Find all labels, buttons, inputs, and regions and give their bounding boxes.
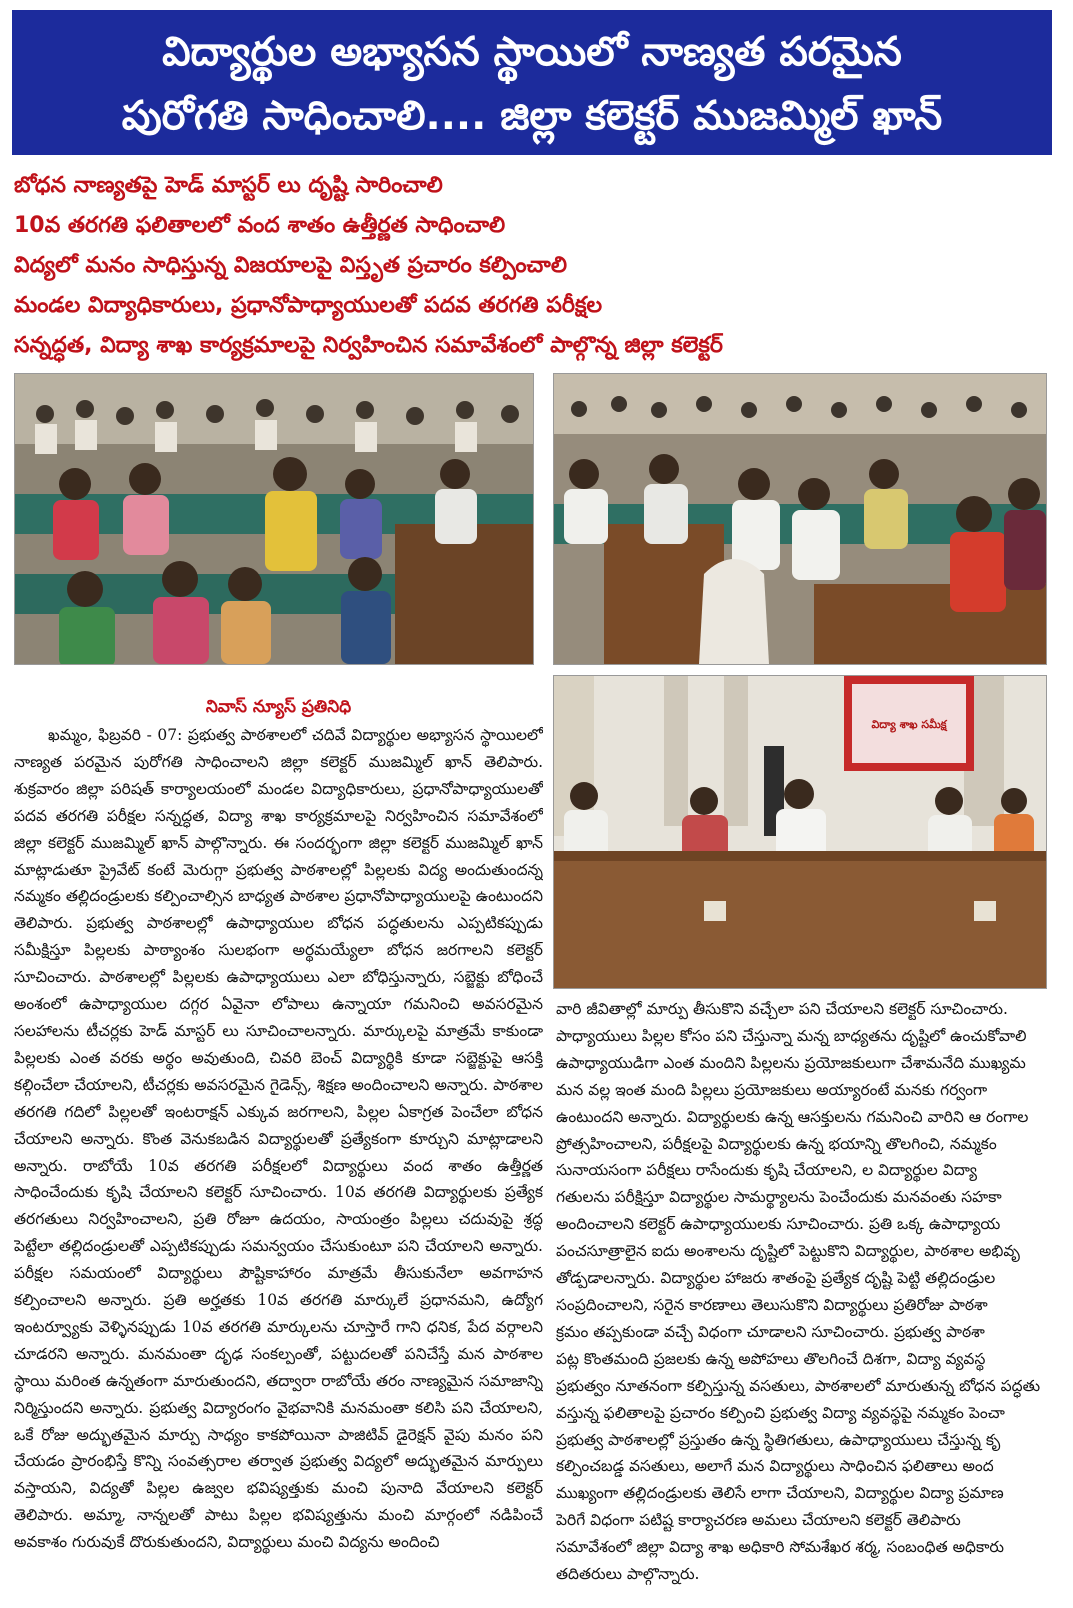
- article-line: సునాయసంగా పరీక్షలు రాసేందుకు కృషి చేయాలని, ల విద్యార్థుల విద్యా: [556, 1161, 977, 1180]
- subheadline: 10వ తరగతి ఫలితాలలో వంద శాతం ఉత్తీర్ణత సాధించాలి: [14, 213, 506, 238]
- byline: నివాస్ న్యూస్ ప్రతినిధి: [205, 697, 352, 717]
- article-line: మన వల్ల ఇంత మంది పిల్లలు ప్రయోజకులు అయ్యారంటే మనకు గర్వంగా: [556, 1080, 988, 1099]
- article-line: ప్రోత్సహించాలని, పరీక్షలపై విద్యార్థులకు ఉన్న భయాన్ని తొలగించి, నమ్మకం: [556, 1134, 997, 1153]
- banner-text: విద్యా శాఖ సమీక్ష: [871, 718, 947, 731]
- article-line: సంప్రదించాలని, సరైన కారణాలు తెలుసుకొని విద్యార్థులు ప్రతిరోజు పాఠశా: [556, 1295, 988, 1314]
- article-line: పట్ల కొంతమంది ప్రజలకు ఉన్న అపోహలు తొలగించే దిశగా, విద్యా వ్యవస్థ: [556, 1349, 986, 1368]
- article-line: వారి జీవితాల్లో మార్పు తీసుకొని వచ్చేలా పని చేయాలని కలెక్టర్ సూచించారు.: [556, 1000, 1008, 1018]
- meeting-audience-photo-2: [553, 373, 1047, 665]
- article-line: ప్రభుత్వ పాఠశాలల్లో ప్రస్తుతం ఉన్న స్థితిగతులు, ఉపాధ్యాయులు చేస్తున్న కృ: [556, 1430, 1001, 1449]
- subheadline: విద్యలో మనం సాధిస్తున్న విజయాలపై విస్తృత ప్రచారం కల్పించాలి: [14, 253, 567, 278]
- article-line: పెరిగే విధంగా పటిష్ట కార్యాచరణ అమలు చేయాలని కలెక్టర్ తెలిపారు: [556, 1511, 961, 1530]
- article-line: గతులను పరీక్షిస్తూ విద్యార్థుల సామర్థ్యాలను పెంచేందుకు మనవంతు సహకా: [556, 1188, 1002, 1207]
- headline-line-2: పురోగతి సాధించాలి.... జిల్లా కలెక్టర్ ముజమ్మిల్ ఖాన్: [121, 93, 943, 139]
- article-line: తదితరులు పాల్గొన్నారు.: [556, 1565, 700, 1584]
- headline-line-1: విద్యార్థుల అభ్యాసన స్థాయిలో నాణ్యత పరమైన: [162, 29, 902, 75]
- article-column-1: [14, 722, 543, 1602]
- article-line: వస్తున్న ఫలితాలపై ప్రచారం కల్పించి ప్రభుత్వ విద్యా వ్యవస్థపై నమ్మకం పెంచా: [556, 1403, 1005, 1422]
- article-column-2: [556, 996, 1052, 1602]
- subheadline: మండల విద్యాధికారులు, ప్రధానోపాధ్యాయులతో పదవ తరగతి పరీక్షల: [14, 293, 603, 318]
- subheadline: సన్నద్ధత, విద్యా శాఖ కార్యక్రమాలపై నిర్వహించిన సమావేశంలో పాల్గొన్న జిల్లా కలెక్టర్: [14, 333, 723, 358]
- subheadline: బోధన నాణ్యతపై హెడ్ మాస్టర్ లు దృష్టి సారించాలి: [14, 173, 443, 198]
- subheadlines: [14, 166, 1054, 366]
- article-line: ముఖ్యంగా తల్లిదండ్రులకు తెలిసే లాగా చేయాలని, విద్యార్థుల విద్యా ప్రమాణ: [556, 1484, 1004, 1503]
- article-line: ఉంటుందని అన్నారు. విద్యార్థులకు ఉన్న ఆసక్తులను గమనించి వారిని ఆ రంగాల: [556, 1107, 1029, 1126]
- article-line: సమావేశంలో జిల్లా విద్యా శాఖ అధికారి సోమశేఖర శర్మ, సంబంధిత అధికారు: [556, 1538, 1004, 1557]
- article-line: పంచసూత్రాలైన ఐదు అంశాలను దృష్టిలో పెట్టుకొని విద్యార్థుల, పాఠశాల అభివృ: [556, 1242, 1020, 1261]
- article-line: క్రమం తప్పకుండా వచ్చే విధంగా చూడాలని సూచించారు. ప్రభుత్వ పాఠశా: [556, 1322, 985, 1341]
- meeting-audience-photo-1: [14, 373, 534, 665]
- article-line: ప్రభుత్వం నూతనంగా కల్పిస్తున్న వసతులు, పాఠశాలలో మారుతున్న బోధన పద్ధతు: [556, 1376, 1041, 1395]
- headline-banner: [12, 10, 1052, 155]
- article-line: కల్పించబడ్డ వసతులు, అలాగే మన విద్యార్థులు సాధించిన ఫలితాలు అంద: [556, 1457, 994, 1476]
- article-line: పాధ్యాయులు పిల్లల కోసం పని చేస్తున్నా మన్న బాధ్యతను దృష్టిలో ఉంచుకోవాలి: [556, 1026, 1027, 1045]
- article-line: ఉపాధ్యాయుడిగా ఎంత మందిని పిల్లలను ప్రయోజకులుగా చేశామనేది ముఖ్యమ: [556, 1053, 1026, 1072]
- dais-officials-photo: [553, 675, 1047, 989]
- article-line: అందించాలని కలెక్టర్ ఉపాధ్యాయులకు సూచించారు. ప్రతి ఒక్క ఉపాధ్యాయ: [556, 1215, 1001, 1234]
- article-line: తోడ్పడాలన్నారు. విద్యార్థుల హాజరు శాతంపై ప్రత్యేక దృష్టి పెట్టి తల్లిదండ్రుల: [556, 1269, 996, 1288]
- article-text-column-1: ఖమ్మం, ఫిబ్రవరి - 07: ప్రభుత్వ పాఠశాలలో చదివే విద్యార్థుల అభ్యాసన స్థాయిలలో నాణ్యత పరమైన పురోగతి సాధించాలని జిల్లా కలెక్టర్ ముజమ్మిల్ ఖాన్ తెలిపారు. శుక్రవారం జిల్లా పరిషత్ కార్యాలయంలో మండల విద్యాధికారులు, ప్రధానోపాధ్యాయులతో పదవ తరగతి పరీక్షల సన్నద్ధత, విద్యా శాఖ కార్యక్రమాలపై నిర్వహించిన సమావేశంలో జిల్లా కలెక్టర్ ముజమ్మిల్ ఖాన్ పాల్గొన్నారు. ఈ సందర్భంగా జిల్లా కలెక్టర్ ముజమ్మిల్ ఖాన్ మాట్లాడుతూ ప్రైవేట్ కంటే మెరుగ్గా ప్రభుత్వ పాఠశాలల్లో పిల్లలకు విద్య అందుతుందన్న నమ్మకం తల్లిదండ్రులకు కల్పించాల్సిన బాధ్యత పాఠశాల ప్రధానోపాధ్యాయులపై ఉంటుందని తెలిపారు. ప్రభుత్వ పాఠశాలల్లో ఉపాధ్యాయుల బోధన పద్ధతులను ఎప్పటికప్పుడు సమీక్షిస్తూ పిల్లలకు పాఠ్యాంశం సులభంగా అర్థమయ్యేలా బోధన జరగాలని కలెక్టర్ సూచించారు. పాఠశాలల్లో పిల్లలకు ఉపాధ్యాయులు ఎలా బోధిస్తున్నారు, సబ్జెక్టు బోధించే అంశంలో ఉపాధ్యాయుల దగ్గర ఏవైనా లోపాలు ఉన్నాయా గమనించి అవసరమైన సలహాలను టీచర్లకు హెడ్ మాస్టర్ లు సూచించాలన్నారు. మార్కులపై మాత్రమే కాకుండా పిల్లలకు ఎంత వరకు అర్థం అవుతుంది, చివరి బెంచ్ విద్యార్థికి కూడా సబ్జెక్టుపై ఆసక్తి కల్గించేలా చేయాలని, టీచర్లకు అవసరమైన గైడెన్స్, శిక్షణ అందించాలని అన్నారు. పాఠశాల తరగతి గదిలో పిల్లలతో ఇంటరాక్షన్ ఎక్కువ జరగాలని, పిల్లల ఏకాగ్రత పెంచేలా బోధన చేయాలని అన్నారు. కొంత వెనుకబడిన విద్యార్థులతో ప్రత్యేకంగా కూర్చుని మాట్లాడాలని అన్నారు. రాబోయే 10వ తరగతి పరీక్షలలో విద్యార్థులు వంద శాతం ఉత్తీర్ణత సాధించేందుకు కృషి చేయాలని కలెక్టర్ సూచించారు. 10వ తరగతి విద్యార్థులకు ప్రత్యేక తరగతులు నిర్వహించాలని, ప్రతి రోజూ ఉదయం, సాయంత్రం పిల్లలు చదువుపై శ్రద్ధ పెట్టేలా తల్లిదండ్రులతో ఎప్పటికప్పుడు సమన్వయం చేసుకుంటూ పని చేయాలని అన్నారు. పరీక్షల సమయంలో విద్యార్థులు పౌష్టికాహారం మాత్రమే తీసుకునేలా అవగాహన కల్పించాలని అన్నారు. ప్రతి అర్హతకు 10వ తరగతి మార్కులే ప్రధానమని, ఉద్యోగ ఇంటర్వ్యూకు వెళ్ళినప్పుడు 10వ తరగతి మార్కులను చూస్తారే గాని ధనిక, పేద వర్గాలని చూడరని అన్నారు. మనమంతా దృఢ సంకల్పంతో, పట్టుదలతో పనిచేస్తే మన పాఠశాల స్థాయి మరింత ఉన్నతంగా మారుతుందని, తద్వారా రాబోయే తరం నాణ్యమైన సమాజాన్ని నిర్మిస్తుందని అన్నారు. ప్రభుత్వ విద్యారంగం వైభవానికి మనమంతా కలిసి పని చేయాలని, ఒకే రోజు అద్భుతమైన మార్పు సాధ్యం కాకపోయినా పాజిటివ్ డైరెక్షన్ వైపు మనం పని చేయడం ప్రారంభిస్తే కొన్ని సంవత్సరాల తర్వాత ప్రభుత్వ విద్యలో అద్భుతమైన మార్పులు వస్తాయని, విద్యతో పిల్లల ఉజ్వల భవిష్యత్తుకు మంచి పునాది వేయాలని కలెక్టర్ తెలిపారు. అమ్మా, నాన్నలతో పాటు పిల్లల భవిష్యత్తును మంచి మార్గంలో నడిపించే అవకాశం గురువుకే దొరుకుతుందని, విద్యార్థులు మంచి విద్యను అందించి: [14, 726, 543, 1552]
